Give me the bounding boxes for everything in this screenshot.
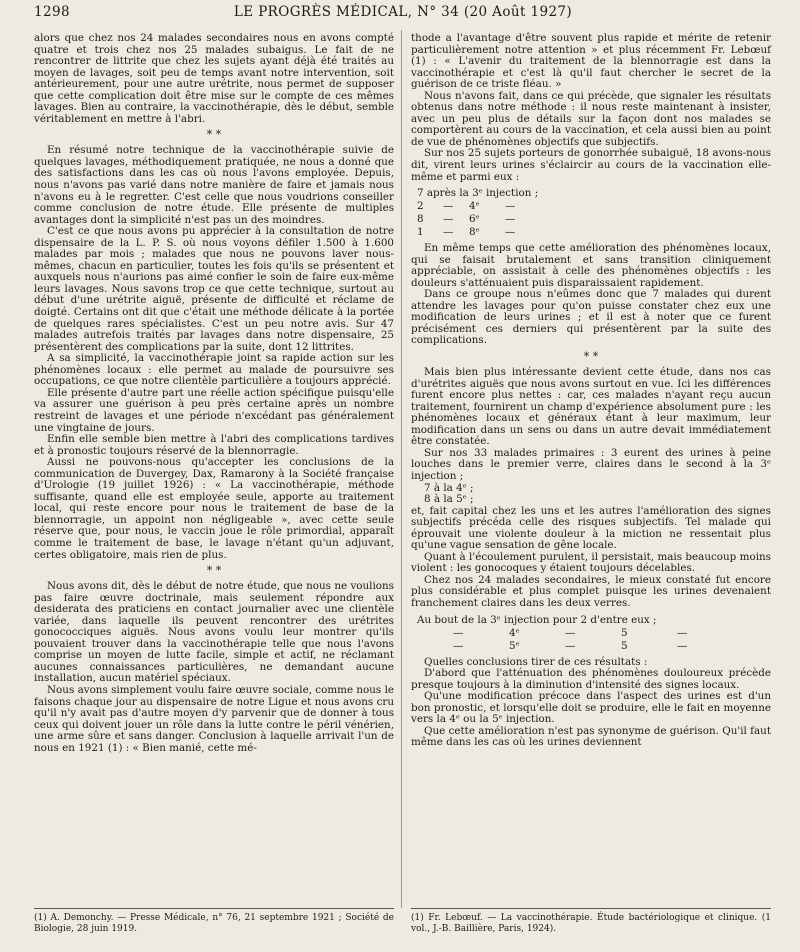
- paragraph: Sur nos 25 sujets porteurs de gonorrhée subaiguë, 18 avons-nous dit, virent leurs urines s'éclaircir au cours de la vaccination elle-même et parmi eux :: [411, 147, 771, 183]
- column-divider: [401, 30, 402, 908]
- table-cell: 2: [417, 200, 424, 213]
- secondary-table: [417, 614, 771, 653]
- table-cell: 4ᵉ: [469, 200, 480, 213]
- paragraph: A sa simplicité, la vaccinothérapie joint sa rapide action sur les phénomènes locaux : elle permet au malade de poursuivre ses occupations, ce que notre clientèle particulière a toujours apprécié.: [34, 352, 394, 388]
- table-cell: 1: [417, 226, 424, 239]
- table-cell: —: [565, 626, 576, 639]
- footnote-rule: [411, 908, 771, 909]
- paragraph: Nous avons simplement voulu faire œuvre sociale, comme nous le faisons chaque jour au dispensaire de notre Ligue et nous avons cru qu'il n'y avait pas d'autre moyen d'y parvenir que de donner à tous ceux qui doivent jouer un rôle dans la lutte contre le péril vénérien, une arme sûre et sans danger. Conclusion à laquelle arrivait l'un de nous en 1921 (1) : « Bien manié, cette mé-: [34, 683, 394, 754]
- footnote: (1) Fr. Lebœuf. — La vaccinothérapie. Étude bactériologique et clinique. (1 vol., J.-B. Baillière, Paris, 1924).: [411, 913, 771, 934]
- table-cell: 8ᵉ: [469, 226, 480, 239]
- table-cell: 5: [621, 626, 628, 639]
- table-row: [417, 226, 771, 239]
- table-cell: 5ᵉ: [509, 639, 520, 652]
- paragraph: D'abord que l'atténuation des phénomènes douloureux précède presque toujours à la diminution d'intensité des signes locaux.: [411, 667, 771, 691]
- section-separator: * *: [583, 350, 599, 364]
- table-cell: —: [565, 639, 576, 652]
- paragraph: Aussi ne pouvons-nous qu'accepter les conclusions de la communication de Duvergey, Dax, Ramarony à la Société française d'Urologie (19 juillet 1926) : « La vaccinothérapie, méthode suffisante, quand elle est employée seule, apporte au traitement local, qui reste encore pour nous le traitement de base de la blennorragie, un appoint non négligeable », avec cette seule réserve que, pour nous, le vaccin joue le rôle primordial, apparaît comme le traitement de base, le lavage n'étant qu'un adjuvant, certes obligatoire, mais rien de plus.: [34, 456, 394, 561]
- table-heading: 7 après la 3ᵉ injection ;: [417, 187, 539, 200]
- right-column: [411, 33, 771, 749]
- left-column: [34, 33, 394, 754]
- paragraph: Mais bien plus intéressante devient cette étude, dans nos cas d'urétrites aiguës que nous avons surtout en vue. Ici les différences furent encore plus nettes : car, ces malades n'ayant reçu aucun traitement, fournirent un champ d'expérience absolument pure : les phénomènes locaux et généraux étant à leur maximum, leur modification dans un sens ou dans un autre devait immédiatement être constatée.: [411, 366, 771, 448]
- footnote-rule: [34, 908, 394, 909]
- table-row: [417, 640, 771, 653]
- paragraph: Nous avons dit, dès le début de notre étude, que nous ne voulions pas faire œuvre doctrinale, mais seulement répondre aux desiderata des praticiens en contact journalier avec une clientèle variée, dans laquelle ils peuvent rencontrer des urétrites gonococciques aiguës. Nous avons voulu leur montrer qu'ils pouvaient trouver dans la vaccinothérapie telle que nous l'avons comprise un moyen de lutte facile, simple et actif, ne réclamant aucunes connaissances particulières, ne demandant aucune installation, aucun matériel spéciaux.: [34, 580, 394, 685]
- table-row: [417, 200, 771, 213]
- section-separator: * *: [206, 564, 222, 578]
- journal-title: LE PROGRÈS MÉDICAL, N° 34 (20 Août 1927): [233, 4, 573, 20]
- paragraph: Chez nos 24 malades secondaires, le mieux constaté fut encore plus considérable et plus complet puisque les urines devenaient franchement claires dans les deux verres.: [411, 573, 771, 609]
- paragraph: En même temps que cette amélioration des phénomènes locaux, qui se faisait brutalement et sans transition cliniquement appréciable, on assistait à celle des phénomènes objectifs : les douleurs s'atténuaient puis disparaissaient rapidement.: [411, 242, 771, 289]
- paragraph: Qu'une modification précoce dans l'aspect des urines est d'un bon pronostic, et lorsqu'elle doit se produire, elle le fait en moyenne vers la 4ᵉ ou la 5ᵉ injection.: [411, 690, 771, 726]
- table-cell: 5: [621, 639, 628, 652]
- table-cell: —: [505, 226, 516, 239]
- table-cell: —: [677, 639, 688, 652]
- injection-table: [417, 187, 771, 239]
- table-cell: —: [443, 226, 454, 239]
- page-header: [34, 4, 772, 24]
- section-separator: * *: [206, 128, 222, 142]
- table-cell: —: [453, 639, 464, 652]
- paragraph: Quelles conclusions tirer de ces résultats :: [424, 655, 648, 668]
- paragraph: Sur nos 33 malades primaires : 3 eurent des urines à peine louches dans le premier verre, claires dans le second à la 3ᵉ injection ;: [411, 446, 771, 482]
- paragraph: Que cette amélioration n'est pas synonyme de guérison. Qu'il faut même dans les cas où les urines deviennent: [411, 724, 771, 749]
- paragraph: 8 à la 5ᵉ ;: [424, 493, 474, 506]
- paragraph: et, fait capital chez les uns et les autres l'amélioration des signes subjectifs précéda celle des risques subjectifs. Tel malade qui éprouvait une violente douleur à la miction ne ressentait plus qu'une vague sensation de gêne locale.: [411, 504, 771, 552]
- table-cell: —: [505, 200, 516, 213]
- table-cell: —: [443, 213, 454, 226]
- paragraph: En résumé notre technique de la vaccinothérapie suivie de quelques lavages, méthodiquement pratiquée, ne nous a donné que des satisfactions dans les cas où nous l'avons employée. Depuis, nous n'avons pas varié dans notre manière de faire et jamais nous n'avons eu à le regretter. C'est celle que nous voudrions conseiller comme conclusion de notre étude. Elle présente de multiples avantages dont la simplicité n'est pas un des moindres.: [34, 144, 394, 226]
- table-cell: —: [505, 213, 516, 226]
- table-cell: 8: [417, 213, 424, 226]
- paragraph: alors que chez nos 24 malades secondaires nous en avons compté quatre et trois chez nos 25 malades subaigus. Le fait de ne rencontrer de littrite que chez les sujets ayant déjà été traités au moyen de lavages, soit peu de temps avant notre intervention, soit antérieurement, pour une autre urétrite, nous permet de supposer que cette complication doit être mise sur le compte de ces mêmes lavages. Bien au contraire, la vaccinothérapie, dès le début, semble véritablement en mettre à l'abri.: [34, 32, 394, 125]
- footnote: (1) A. Demonchy. — Presse Médicale, n° 76, 21 septembre 1921 ; Société de Biologie, 28 juin 1919.: [34, 913, 394, 934]
- paragraph: Quant à l'écoulement purulent, il persistait, mais beaucoup moins violent : les gonocoques y étaient toujours décelables.: [411, 550, 771, 575]
- table-cell: 4ᵉ: [509, 626, 520, 639]
- table-cell: 6ᵉ: [469, 213, 480, 226]
- table-cell: —: [453, 626, 464, 639]
- paragraph: Enfin elle semble bien mettre à l'abri des complications tardives et à pronostic toujours réservé de la blennorragie.: [34, 433, 394, 457]
- table-row: [417, 213, 771, 226]
- paragraph: thode a l'avantage d'être souvent plus rapide et mérite de retenir particulièrement notre attention » et plus récemment Fr. Lebœuf (1) : « L'avenir du traitement de la blennorragie est dans la vaccinothérapie et c'est là qu'il faut chercher le secret de la guérison de ce triste fléau. »: [411, 32, 771, 91]
- paragraph: Dans ce groupe nous n'eûmes donc que 7 malades qui durent attendre les lavages pour qu'on puisse constater chez eux une modification de leurs urines ; et il est à noter que ce furent précisément ces derniers qui présentèrent par la suite des complications.: [411, 288, 771, 347]
- paragraph: Nous n'avons fait, dans ce qui précède, que signaler les résultats obtenus dans notre méthode : il nous reste maintenant à insister, avec un peu plus de détails sur la façon dont nos malades se comportèrent au cours de la vaccination, et cela aussi bien au point de vue de phénomènes objectifs que subjectifs.: [411, 89, 771, 148]
- paragraph: Elle présente d'autre part une réelle action spécifique puisqu'elle va assurer une guérison à peu près certaine après un nombre restreint de lavages et une période n'excédant pas généralement une vingtaine de jours.: [34, 386, 394, 434]
- table-row: [417, 627, 771, 640]
- table-cell: —: [443, 200, 454, 213]
- table-cell: —: [677, 626, 688, 639]
- page-number: 1298: [34, 4, 70, 20]
- table-heading: Au bout de la 3ᵉ injection pour 2 d'entre eux ;: [417, 613, 657, 626]
- paragraph: 7 à la 4ᵉ ;: [424, 481, 474, 494]
- paragraph: C'est ce que nous avons pu apprécier à la consultation de notre dispensaire de la L. P. S. où nous voyons défiler 1.500 à 1.600 malades par mois ; malades que nous ne pouvons laver nous-mêmes, chacun en particulier, toutes les fois qu'ils se présentent et auxquels nous n'aurions pas aimé confier le soin de faire eux-même leurs lavages. Nous savons trop ce que cette technique, surtout au début d'une urétrite aiguë, présente de difficulté et réclame de doigté. Certains ont dit que c'était une méthode délicate à la portée de quelques rares spécialistes. C'est un peu notre avis. Sur 47 malades autrefois traités par lavages dans notre dispensaire, 25 présentèrent des complications par la suite, dont 12 littrites.: [34, 225, 394, 353]
